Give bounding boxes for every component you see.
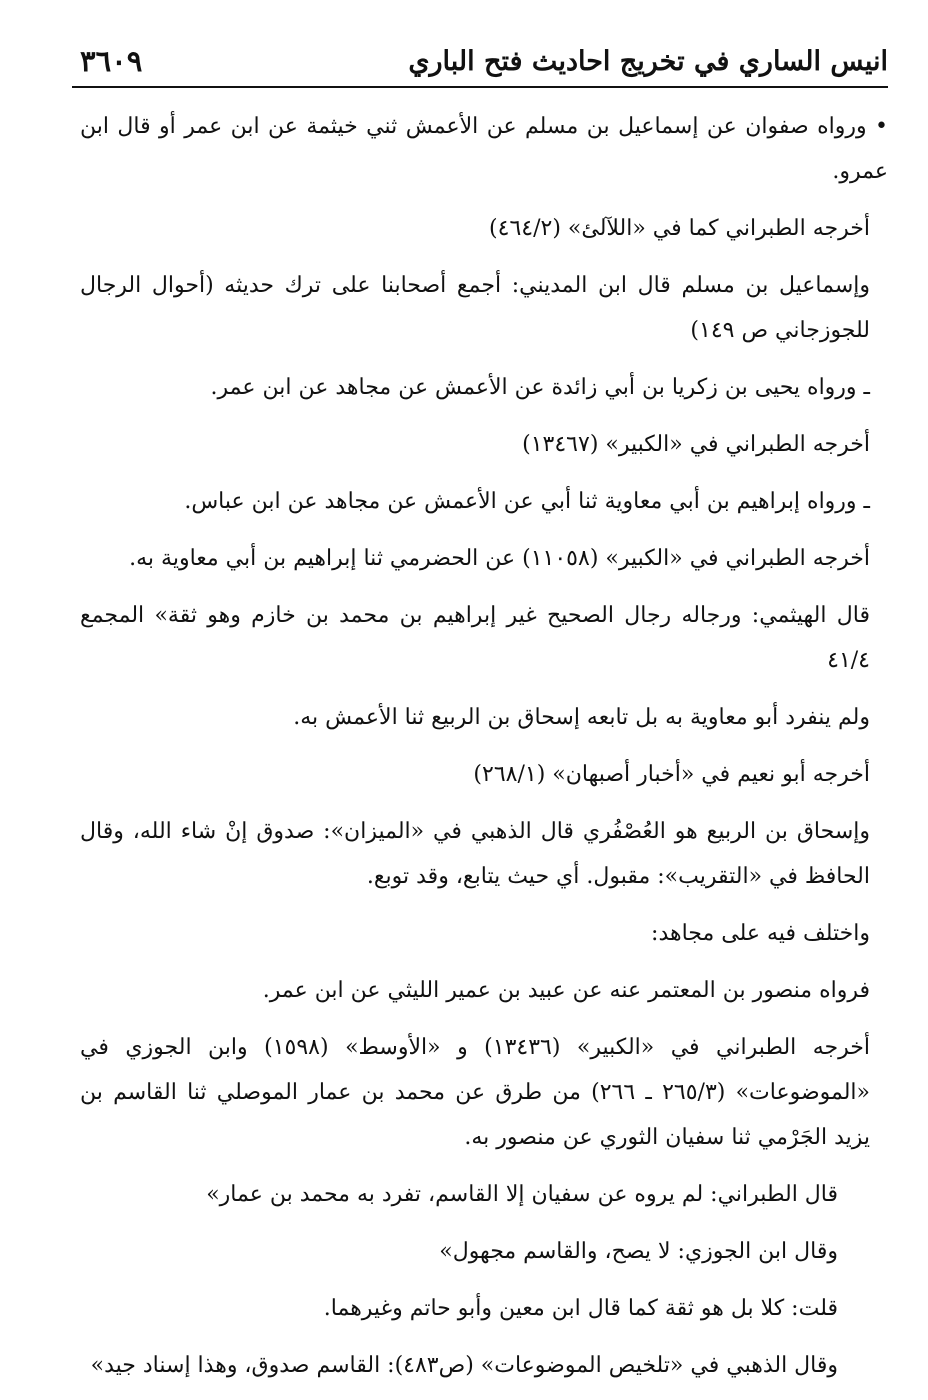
paragraph: وإسماعيل بن مسلم قال ابن المديني: أجمع أصحابنا على ترك حديثه (أحوال الرجال للجوزجاني ص ١٤٩) bbox=[80, 273, 870, 343]
paragraph: أخرجه أبو نعيم في «أخبار أصبهان» (٢٦٨/١) bbox=[473, 762, 870, 787]
paragraph: ـ ورواه يحيى بن زكريا بن أبي زائدة عن الأعمش عن مجاهد عن ابن عمر. bbox=[210, 375, 870, 400]
paragraph: • ورواه صفوان عن إسماعيل بن مسلم عن الأعمش ثني خيثمة عن ابن عمر أو قال ابن عمرو. bbox=[80, 114, 888, 184]
paragraph: أخرجه الطبراني في «الكبير» (١٣٤٣٦) و «الأوسط» (١٥٩٨) وابن الجوزي في «الموضوعات» (٢٦٥/٣ ـ ٢٦٦) من طرق عن محمد بن عمار الموصلي ثنا القاسم بن يزيد الجَرْمي ثنا سفيان الثوري عن منصور به. bbox=[80, 1035, 870, 1150]
paragraph: وقال الذهبي في «تلخيص الموضوعات» (ص٤٨٣): القاسم صدوق، وهذا إسناد جيد» bbox=[90, 1353, 838, 1378]
book-title: انيس الساري في تخريج احاديث فتح الباري bbox=[408, 46, 888, 77]
paragraph: وقال ابن الجوزي: لا يصح، والقاسم مجهول» bbox=[439, 1239, 838, 1264]
paragraph: فرواه منصور بن المعتمر عنه عن عبيد بن عمير الليثي عن ابن عمر. bbox=[262, 978, 870, 1003]
paragraph: قال الهيثمي: ورجاله رجال الصحيح غير إبراهيم بن محمد بن خازم وهو ثقة» المجمع ٤١/٤ bbox=[80, 603, 870, 673]
paragraph: أخرجه الطبراني كما في «اللآلئ» (٤٦٤/٢) bbox=[489, 216, 870, 241]
paragraph: قال الطبراني: لم يروه عن سفيان إلا القاسم، تفرد به محمد بن عمار» bbox=[206, 1182, 838, 1207]
paragraph: قلت: كلا بل هو ثقة كما قال ابن معين وأبو حاتم وغيرهما. bbox=[323, 1296, 838, 1321]
paragraph: ولم ينفرد أبو معاوية به بل تابعه إسحاق بن الربيع ثنا الأعمش به. bbox=[293, 705, 870, 730]
paragraph: أخرجه الطبراني في «الكبير» (١٣٤٦٧) bbox=[522, 432, 870, 457]
paragraph: أخرجه الطبراني في «الكبير» (١١٠٥٨) عن الحضرمي ثنا إبراهيم بن أبي معاوية به. bbox=[129, 546, 870, 571]
paragraph: واختلف فيه على مجاهد: bbox=[651, 921, 870, 946]
page-number: ٣٦٠٩ bbox=[80, 44, 143, 78]
paragraph: ـ ورواه إبراهيم بن أبي معاوية ثنا أبي عن الأعمش عن مجاهد عن ابن عباس. bbox=[184, 489, 870, 514]
page-body bbox=[80, 104, 888, 1400]
paragraph: وإسحاق بن الربيع هو العُصْفُري قال الذهبي في «الميزان»: صدوق إنْ شاء الله، وقال الحافظ في «التقريب»: مقبول. أي حيث يتابع، وقد توبع. bbox=[80, 819, 870, 889]
running-header bbox=[72, 42, 888, 88]
